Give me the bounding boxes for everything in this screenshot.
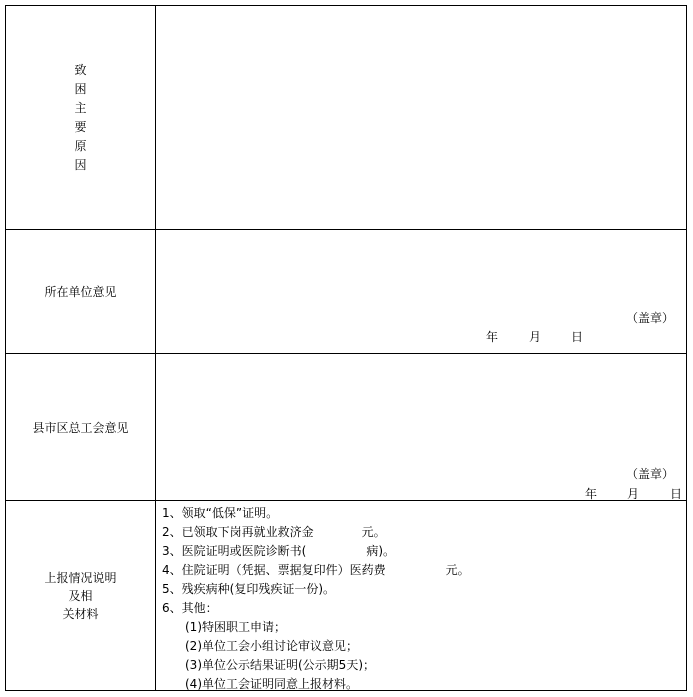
report-info-label-cell (6, 501, 156, 690)
materials-sub-item: (1)特困职工申请； (185, 620, 286, 634)
materials-list-item: 2、已领取下岗再就业救济金 元。 (162, 525, 386, 539)
materials-list-item: 6、其他： (162, 601, 218, 615)
label-char: 原 (74, 138, 87, 153)
label-char: 困 (74, 81, 87, 96)
unit-year-label: 年 (486, 330, 499, 344)
report-materials-content (156, 501, 686, 690)
materials-list-item: 4、住院证明（凭据、票据复印件）医药费 元。 (162, 563, 470, 577)
materials-sub-item: (2)单位工会小组讨论审议意见； (185, 639, 358, 653)
poverty-reason-row (6, 6, 686, 230)
materials-list-item: 1、领取“低保”证明。 (162, 506, 279, 520)
materials-list (162, 504, 470, 694)
unit-opinion-row (6, 230, 686, 354)
label-line: 上报情况说明 (44, 570, 117, 585)
label-char: 致 (74, 62, 87, 77)
county-union-label: 县市区总工会意见 (32, 420, 129, 435)
unit-opinion-field[interactable] (156, 230, 686, 353)
county-year-label: 年 (585, 487, 598, 501)
unit-seal-text: （盖章） (625, 311, 674, 325)
poverty-reason-field[interactable] (156, 6, 686, 229)
county-union-opinion-row (6, 354, 686, 501)
poverty-reason-label (74, 61, 86, 175)
materials-list-item: 5、残疾病种(复印残疾证一份)。 (162, 582, 335, 596)
label-line: 关材料 (62, 606, 99, 621)
label-line: 及相 (68, 588, 93, 603)
unit-day-label: 日 (571, 330, 584, 344)
county-union-label-cell (6, 354, 156, 500)
county-seal-text: （盖章） (625, 467, 674, 481)
poverty-reason-label-cell (6, 6, 156, 229)
label-char: 因 (74, 157, 87, 172)
label-char: 主 (74, 100, 87, 115)
report-info-label (44, 569, 116, 623)
materials-sub-item: (3)单位公示结果证明(公示期5天)； (185, 658, 375, 672)
materials-list-item: 3、医院证明或医院诊断书( 病)。 (162, 544, 395, 558)
report-info-row (6, 501, 686, 690)
unit-opinion-label: 所在单位意见 (44, 285, 117, 299)
assistance-form-table (5, 5, 687, 691)
county-union-opinion-field[interactable] (156, 354, 686, 500)
unit-opinion-label-cell (6, 230, 156, 353)
materials-sub-item: (4)单位工会证明同意上报材料。 (185, 677, 358, 691)
county-month-label: 月 (627, 487, 640, 501)
county-day-label: 日 (670, 487, 683, 501)
unit-month-label: 月 (529, 330, 542, 344)
label-char: 要 (74, 119, 87, 134)
